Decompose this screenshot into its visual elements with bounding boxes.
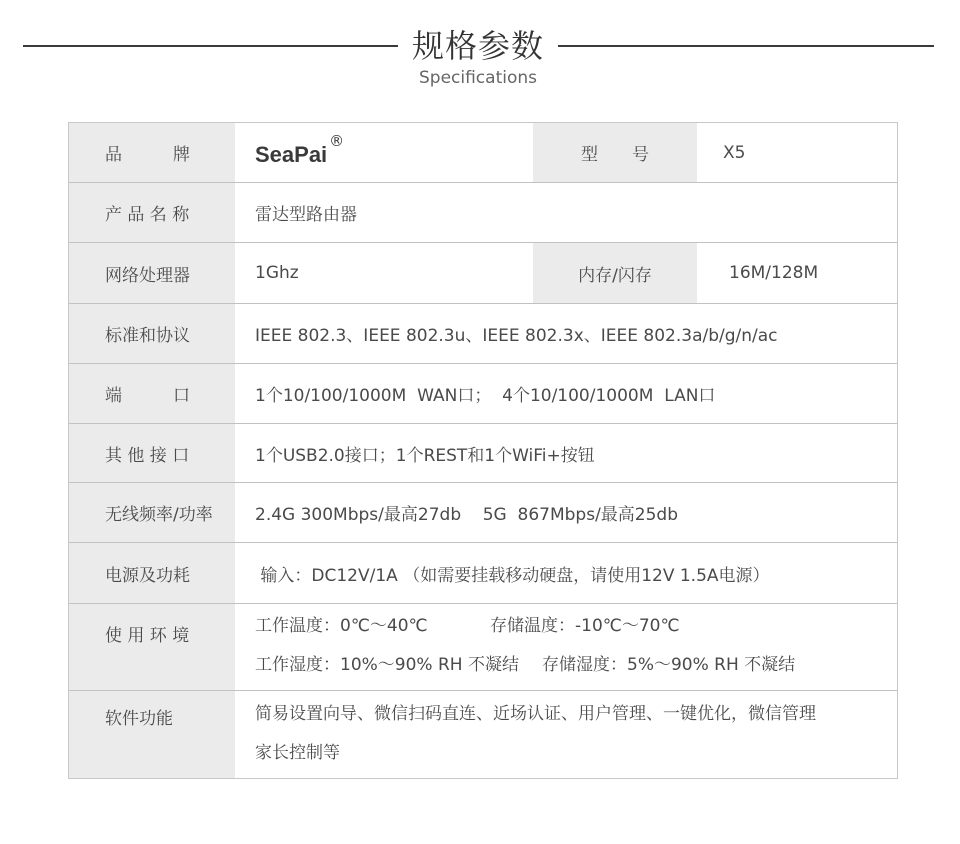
ports-label: 端 口 <box>69 364 235 423</box>
software-line-1: 简易设置向导、微信扫码直连、近场认证、用户管理、一键优化，微信管理 <box>255 704 816 724</box>
table-row-processor <box>69 243 897 304</box>
table-row-wireless <box>69 483 897 543</box>
page-subtitle: Specifications <box>418 68 537 88</box>
wireless-value: 2.4G 300Mbps/最高27db 5G 867Mbps/最高25db <box>255 505 679 525</box>
header-rule-left <box>23 45 398 47</box>
environment-label: 使 用 环 境 <box>69 604 235 690</box>
standards-label: 标准和协议 <box>69 304 235 363</box>
other-ports-label: 其 他 接 口 <box>69 424 235 482</box>
table-row-ports <box>69 364 897 424</box>
memory-label: 内存/闪存 <box>533 243 697 303</box>
power-label: 电源及功耗 <box>69 543 235 603</box>
table-row-product-name <box>69 183 897 243</box>
other-ports-value: 1个USB2.0接口；1个REST和1个WiFi+按钮 <box>255 445 595 466</box>
environment-line-temperature <box>255 607 897 646</box>
work-humidity: 工作湿度：10%～90% RH 不凝结 <box>255 655 519 675</box>
model-label: 型 号 <box>533 123 697 182</box>
storage-temperature: 存储温度：-10℃～70℃ <box>490 616 680 636</box>
table-row-brand <box>69 123 897 183</box>
model-value: X5 <box>723 142 746 163</box>
product-name-value: 雷达型路由器 <box>255 205 357 225</box>
ports-value: 1个10/100/1000M WAN口； 4个10/100/1000M LAN口 <box>255 386 716 406</box>
power-value: 输入：DC12V/1A （如需要挂载移动硬盘，请使用12V 1.5A电源） <box>255 565 770 586</box>
wireless-label: 无线频率/功率 <box>69 483 235 542</box>
processor-value: 1Ghz <box>255 263 299 283</box>
standards-value: IEEE 802.3、IEEE 802.3u、IEEE 802.3x、IEEE 802.3a/b/g/n/ac <box>255 326 778 346</box>
spec-table <box>68 122 898 779</box>
memory-value: 16M/128M <box>729 263 819 283</box>
header-rule-right <box>558 45 934 47</box>
work-temperature: 工作温度：0℃～40℃ <box>255 616 428 636</box>
table-row-environment <box>69 604 897 691</box>
table-row-power <box>69 543 897 604</box>
software-label: 软件功能 <box>69 691 235 778</box>
brand-logo: SeaPai <box>255 141 328 167</box>
table-row-software <box>69 691 897 778</box>
processor-label: 网络处理器 <box>69 243 235 303</box>
software-value <box>235 691 897 778</box>
table-row-other-ports <box>69 424 897 483</box>
section-header <box>0 0 960 100</box>
product-name-label: 产 品 名 称 <box>69 183 235 242</box>
registered-mark: ® <box>329 131 345 150</box>
brand-label: 品 牌 <box>69 123 235 182</box>
software-line-2: 家长控制等 <box>255 743 340 763</box>
environment-line-humidity <box>255 646 897 685</box>
storage-humidity: 存储湿度：5%～90% RH 不凝结 <box>542 655 796 675</box>
environment-value <box>235 604 897 690</box>
page-title: 规格参数 <box>411 27 544 65</box>
table-row-standards <box>69 304 897 364</box>
